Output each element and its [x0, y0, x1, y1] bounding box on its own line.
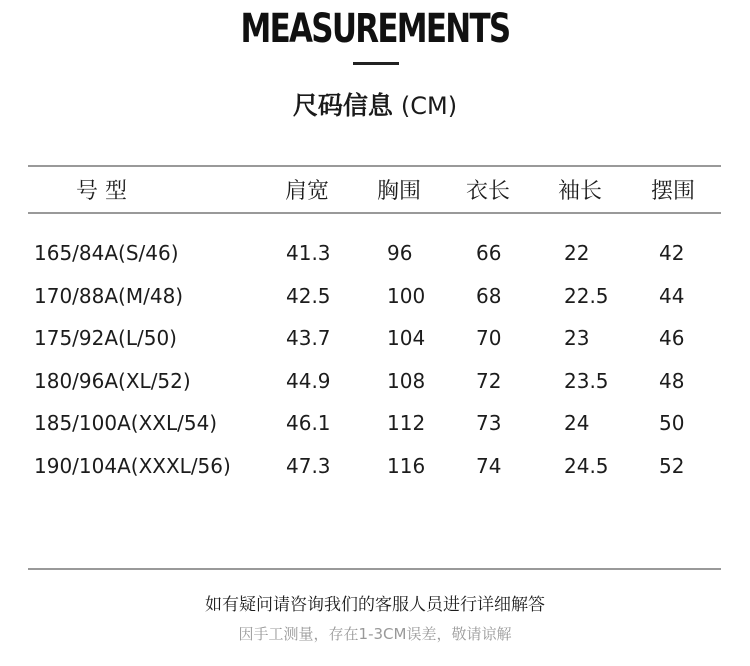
- cell-shoulder: 41.3: [286, 241, 331, 265]
- cell-hem: 46: [659, 326, 685, 351]
- cell-length: 70: [476, 326, 502, 351]
- cell-hem: 44: [659, 283, 685, 308]
- cell-hem: 42: [659, 241, 685, 265]
- cell-sleeve: 24: [564, 411, 590, 436]
- table-top-rule: [28, 165, 721, 167]
- cell-chest: 96: [387, 241, 413, 265]
- table-bottom-rule: [28, 568, 721, 570]
- page-title: MEASUREMENTS: [240, 6, 510, 52]
- cell-size: 185/100A(XXL/54): [34, 411, 218, 436]
- header-sleeve: 袖长: [558, 179, 603, 204]
- cell-length: 66: [476, 241, 502, 265]
- cell-size: 175/92A(L/50): [34, 326, 177, 351]
- header-length: 衣长: [466, 179, 511, 204]
- cell-sleeve: 24.5: [564, 454, 609, 478]
- cell-sleeve: 22: [564, 241, 590, 265]
- cell-chest: 100: [387, 283, 426, 308]
- cell-length: 72: [476, 368, 502, 393]
- cell-size: 170/88A(M/48): [34, 283, 184, 308]
- cell-hem: 52: [659, 454, 685, 478]
- subtitle-text: 尺码信息: [292, 91, 393, 120]
- cell-length: 68: [476, 283, 502, 308]
- cell-size: 180/96A(XL/52): [34, 368, 191, 393]
- footer-note: 如有疑问请咨询我们的客服人员进行详细解答: [205, 595, 545, 615]
- cell-chest: 108: [387, 368, 426, 393]
- cell-chest: 104: [387, 326, 426, 351]
- cell-size: 190/104A(XXXL/56): [34, 454, 231, 478]
- cell-size: 165/84A(S/46): [34, 241, 179, 265]
- cell-length: 74: [476, 454, 502, 478]
- cell-sleeve: 23.5: [564, 368, 609, 393]
- footer-disclaimer: 因手工测量，存在1-3CM误差，敬请谅解: [238, 625, 512, 643]
- header-chest: 胸围: [377, 179, 422, 204]
- cell-hem: 48: [659, 368, 685, 393]
- header-size: 号 型: [76, 179, 127, 204]
- cell-shoulder: 42.5: [286, 283, 331, 308]
- cell-chest: 116: [387, 454, 426, 478]
- cell-shoulder: 44.9: [286, 368, 331, 393]
- header-hem: 摆围: [651, 179, 696, 204]
- cell-hem: 50: [659, 411, 685, 436]
- title-divider: [353, 62, 399, 65]
- cell-sleeve: 22.5: [564, 283, 609, 308]
- cell-length: 73: [476, 411, 502, 436]
- cell-chest: 112: [387, 411, 426, 436]
- subtitle-unit: (CM): [400, 92, 458, 120]
- header-shoulder: 肩宽: [285, 179, 330, 204]
- cell-shoulder: 43.7: [286, 326, 331, 351]
- table-header-rule: [28, 212, 721, 214]
- cell-sleeve: 23: [564, 326, 590, 351]
- page-subtitle: [0, 86, 750, 122]
- cell-shoulder: 47.3: [286, 454, 331, 478]
- cell-shoulder: 46.1: [286, 411, 331, 436]
